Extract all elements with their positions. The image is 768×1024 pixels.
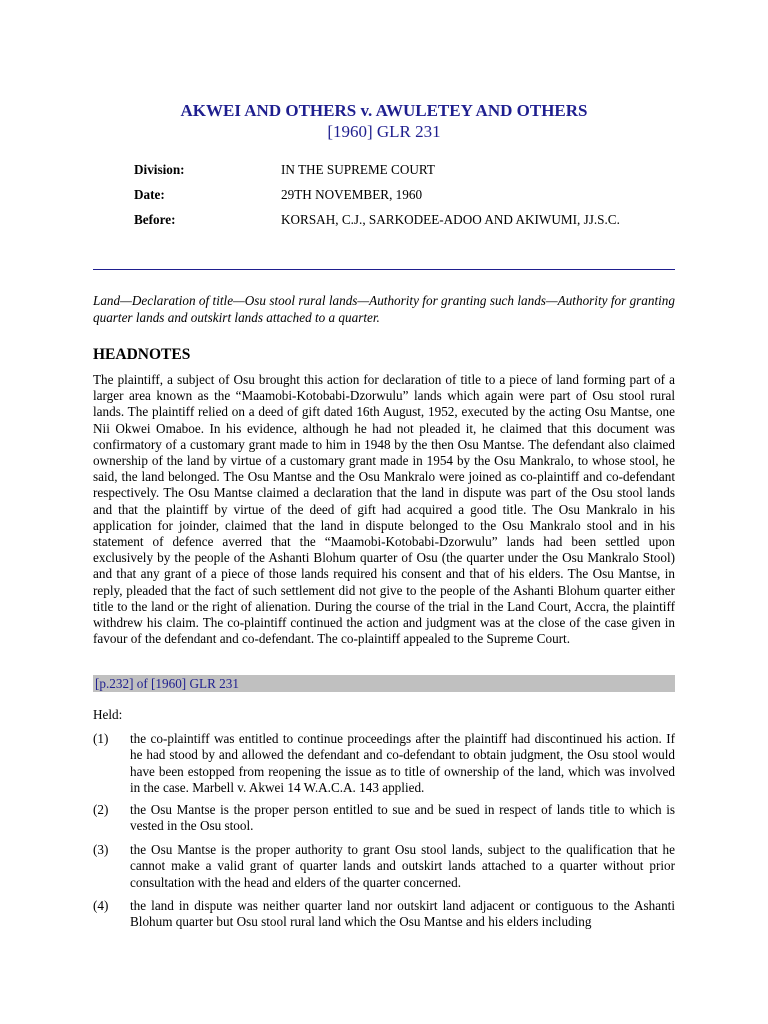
held-label: Held:	[93, 707, 123, 722]
held-item-number: (2)	[93, 802, 109, 817]
page-marker: [p.232] of [1960] GLR 231	[95, 676, 239, 691]
meta-label: Date:	[134, 187, 165, 202]
page-marker-bar	[93, 675, 675, 692]
case-citation: [1960] GLR 231	[327, 122, 441, 141]
catchwords: Land—Declaration of title—Osu stool rural lands—Authority for granting such lands—Authority for granting quarter lands and outskirt lands attached to a quarter.	[93, 293, 675, 325]
meta-label: Before:	[134, 212, 176, 227]
held-item-text: the Osu Mantse is the proper person entitled to sue and be sued in respect of lands title to which is vested in the Osu stool.	[130, 802, 675, 834]
held-item-number: (4)	[93, 898, 109, 913]
case-title: AKWEI AND OTHERS v. AWULETEY AND OTHERS	[180, 101, 588, 120]
held-item-number: (3)	[93, 842, 109, 857]
held-item-text: the land in dispute was neither quarter land nor outskirt land adjacent or contiguous to the Ashanti Blohum quarter but Osu stool rural land which the Osu Mantse and his elders including	[130, 898, 675, 930]
held-item-text: the co-plaintiff was entitled to continue proceedings after the plaintiff had discontinued his action. If he had stood by and allowed the defendant and co-defendant to obtain judgment, the Osu stool would have been estopped from reopening the issue as to title of ownership of the land, which was involved in the case. Marbell v. Akwei 14 W.A.C.A. 143 applied.	[130, 731, 675, 796]
headnotes-text: The plaintiff, a subject of Osu brought this action for declaration of title to a piece of land forming part of a larger area known as the “Maamobi-Kotobabi-Dzorwulu” lands which again were part of Osu stool rural lands. The plaintiff relied on a deed of gift dated 16th August, 1952, executed by the acting Osu Mantse, one Nii Okwei Omaboe. In his evidence, although he had not pleaded it, he claimed that this document was confirmatory of a customary grant made to him in 1948 by the then Osu Mantse. The defendant also claimed ownership of the land by virtue of a customary grant made in 1954 by the Osu Mankralo, to whose stool, he said, the land belonged. The Osu Mantse and the Osu Mankralo were joined as co-plaintiff and co-defendant respectively. The Osu Mantse claimed a declaration that the land in dispute was part of the Osu stool lands and that the plaintiff by virtue of the deed of gift had acquired a good title. The Osu Mankralo in his application for joinder, claimed that the land in dispute belonged to the Osu Mankralo stool and in his statement of defence averred that the “Maamobi-Kotobabi-Dzorwulu” lands had been settled upon exclusively by the people of the Ashanti Blohum quarter of Osu (the quarter under the Osu Mankralo Stool) and that any grant of a piece of those lands required his consent and that of his elders. The Osu Mantse, in reply, pleaded that the fact of such settlement did not give to the people of the Ashanti Blohum quarter either title to the land or the right of alienation. During the course of the trial in the Land Court, Accra, the plaintiff withdrew his claim. The co-plaintiff continued the action and judgment was at the close of the case given in favour of the defendant and co-defendant. The co-plaintiff appealed to the Supreme Court.	[93, 372, 675, 647]
meta-value: KORSAH, C.J., SARKODEE-ADOO AND AKIWUMI, JJ.S.C.	[281, 212, 620, 227]
meta-label: Division:	[134, 162, 185, 177]
meta-value: IN THE SUPREME COURT	[281, 162, 435, 177]
held-item-number: (1)	[93, 731, 109, 746]
divider	[93, 269, 675, 270]
meta-value: 29TH NOVEMBER, 1960	[281, 187, 423, 202]
headnotes-heading: HEADNOTES	[93, 346, 191, 363]
held-item-text: the Osu Mantse is the proper authority to grant Osu stool lands, subject to the qualification that he cannot make a valid grant of quarter lands and outskirt lands attached to a quarter without prior consultation with the head and elders of the quarter concerned.	[130, 842, 675, 890]
